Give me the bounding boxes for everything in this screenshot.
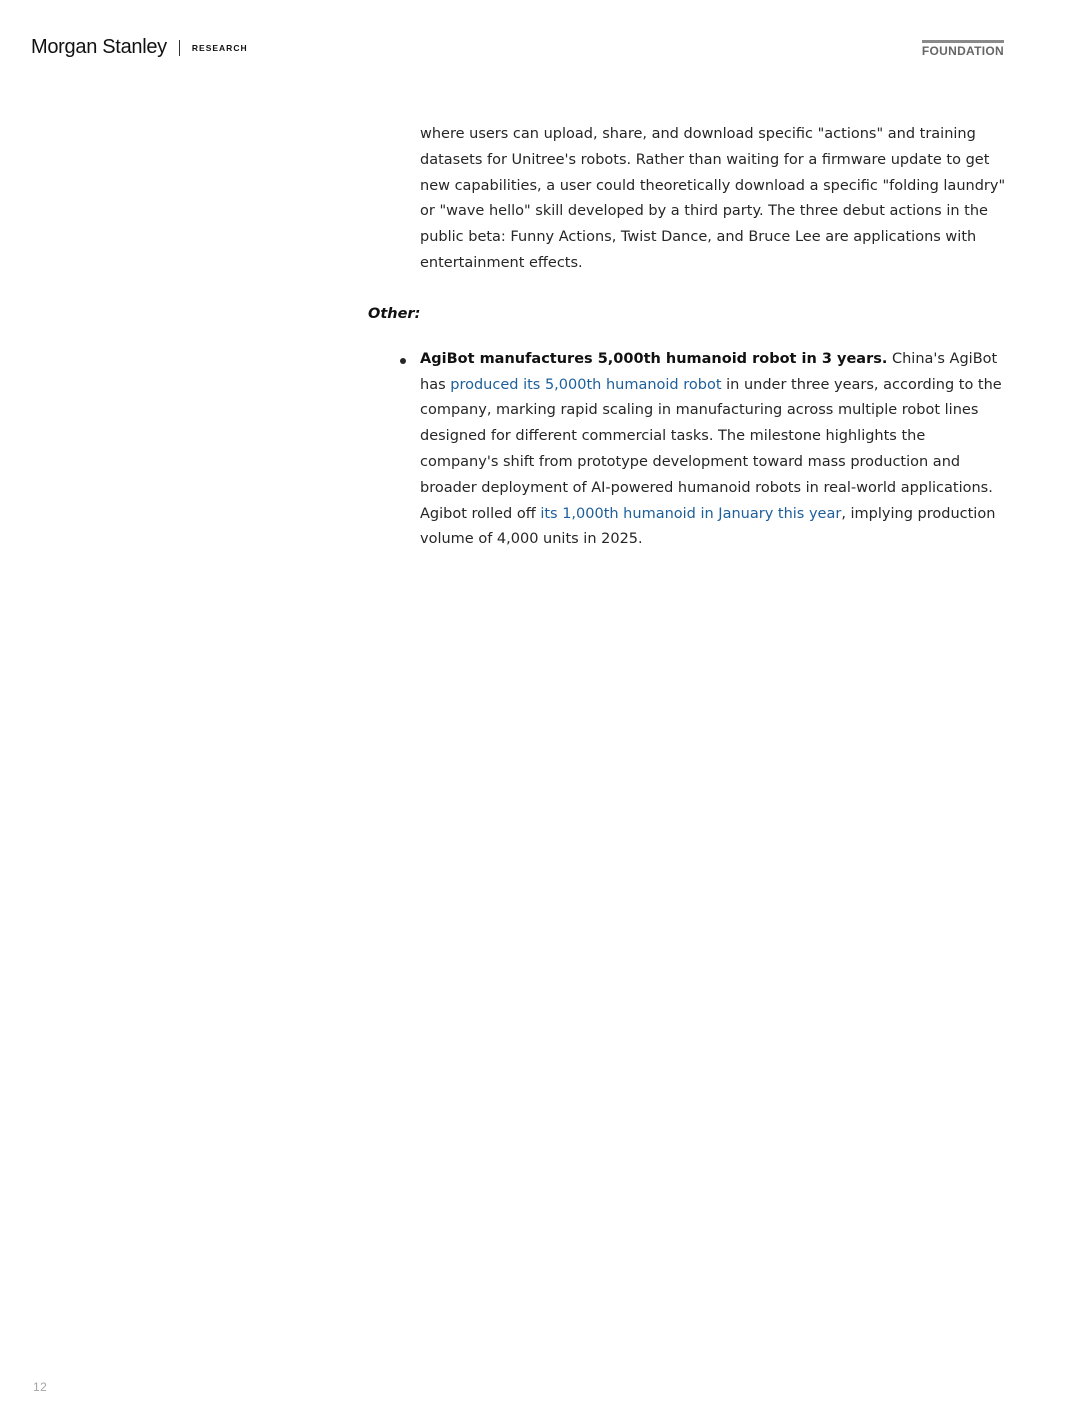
- main-content: [368, 122, 1008, 553]
- brand-name: Morgan Stanley: [31, 36, 167, 58]
- bullet-list: [368, 347, 1008, 553]
- bullet-text: China's AgiBot has: [420, 350, 998, 393]
- bullet-text: , implying production volume of 4,000 units in 2025.: [420, 505, 996, 548]
- section-heading: Other:: [368, 305, 421, 322]
- continuation-paragraph: where users can upload, share, and download specific "actions" and training datasets for Unitree's robots. Rather than waiting for a firmware update to get new capabilities, a user could theoretically download a specific "folding laundry" or "wave hello" skill developed by a third party. The three debut actions in the public beta: Funny Actions, Twist Dance, and Bruce Lee are applications with entertainment effects.: [420, 126, 1006, 271]
- page-header: [0, 0, 1080, 90]
- bullet-headline: AgiBot manufactures 5,000th humanoid robot in 3 years.: [420, 350, 888, 367]
- bullet-dot-icon: [400, 358, 406, 364]
- research-label: RESEARCH: [191, 42, 248, 53]
- list-item: [368, 347, 1008, 553]
- 1000th-humanoid-link[interactable]: its 1,000th humanoid in January this year: [540, 505, 842, 522]
- brand-divider: [179, 40, 180, 56]
- brand-logo[interactable]: [31, 36, 248, 59]
- bullet-text: in under three years, according to the company, marking rapid scaling in manufacturing across multiple robot lines designed for different commercial tasks. The milestone highlights the company's shift from prototype development toward mass production and broader deployment of AI-powered humanoid robots in real-world applications. Agibot rolled off: [420, 376, 1002, 522]
- page-number: 12: [33, 1380, 48, 1394]
- produced-5000th-link[interactable]: produced its 5,000th humanoid robot: [450, 376, 722, 393]
- section-label: FOUNDATION: [922, 40, 1004, 58]
